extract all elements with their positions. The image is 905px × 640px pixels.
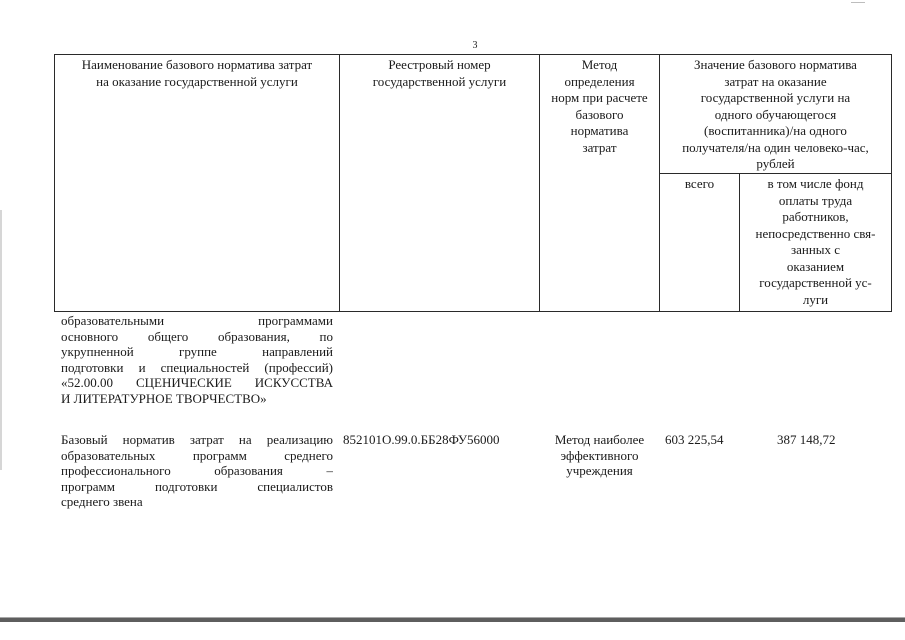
- header-value-line: Значение базового норматива: [694, 57, 857, 72]
- header-method: [541, 57, 658, 156]
- header-sub-divider: [659, 173, 892, 174]
- row-name-line: профессионального образования –: [61, 463, 333, 478]
- row-name-line: программ подготовки специалистов: [61, 478, 333, 494]
- header-value-line: (воспитанника)/на одного: [704, 123, 847, 138]
- header-base-cost-name-line: на оказание государственной услуги: [96, 73, 298, 89]
- scan-mark-top: [851, 2, 865, 3]
- header-labor-fund: [741, 176, 890, 308]
- row-name-line: среднего звена: [61, 494, 143, 509]
- row-name-line: образовательных программ среднего: [61, 447, 333, 463]
- header-total-label: всего: [684, 176, 715, 191]
- row-name-line: основного общего образования, по: [61, 328, 333, 344]
- row-method: [541, 432, 658, 479]
- header-labor-fund-line: работников,: [782, 209, 849, 224]
- row-name-line: И ЛИТЕРАТУРНОЕ ТВОРЧЕСТВО»: [61, 390, 267, 406]
- header-divider-4: [739, 173, 740, 312]
- header-divider-1: [339, 54, 340, 312]
- header-divider-3: [659, 54, 660, 312]
- header-method-line: базового: [575, 106, 624, 122]
- header-labor-fund-line: в том числе фонд: [767, 176, 864, 191]
- header-total: [661, 176, 738, 193]
- scan-edge: [0, 618, 905, 622]
- row-labor-fund-value: 387 148,72: [777, 432, 836, 447]
- row-total-value: 603 225,54: [665, 432, 724, 447]
- header-value-line: рублей: [756, 156, 795, 171]
- header-labor-fund-line: занных с: [790, 242, 841, 257]
- header-labor-fund-line: непосредственно свя-: [755, 225, 876, 241]
- header-registry-number: [341, 57, 538, 90]
- header-labor-fund-line: оказанием: [786, 258, 845, 274]
- scan-mark-left: [0, 210, 2, 470]
- header-method-line: норм при расчете: [551, 90, 648, 105]
- header-registry-number-line: Реестровый номер: [388, 57, 491, 72]
- header-divider-2: [539, 54, 540, 312]
- row-name-line: образовательными программами: [61, 313, 333, 328]
- row-name-line: Базовый норматив затрат на реализацию: [61, 432, 333, 447]
- header-border-right: [891, 54, 892, 312]
- header-method-line: норматива: [570, 123, 629, 138]
- header-value-line: государственной услуги на: [700, 90, 851, 105]
- row-method-line: эффективного: [560, 447, 639, 463]
- header-labor-fund-line: оплаты труда: [778, 192, 853, 208]
- row-name-line: укрупненной группе направлений: [61, 344, 333, 359]
- header-border-left: [54, 54, 55, 312]
- header-labor-fund-line: государственной ус-: [759, 275, 872, 290]
- header-value-line: затрат на оказание: [724, 73, 827, 89]
- header-labor-fund-line: луги: [802, 291, 829, 307]
- header-method-line: затрат: [582, 139, 617, 155]
- header-value-line: получателя/на один человеко-час,: [682, 139, 869, 155]
- row-base-cost-name: [61, 432, 333, 510]
- header-method-line: Метод: [581, 57, 618, 72]
- header-base-cost-name: [56, 57, 338, 90]
- header-base-cost-name-line: Наименование базового норматива затрат: [81, 57, 313, 72]
- row-name-line: подготовки и специальностей (профессий): [61, 359, 333, 375]
- row-method-line: учреждения: [566, 463, 633, 478]
- header-method-line: определения: [564, 73, 635, 89]
- header-registry-number-line: государственной услуги: [372, 73, 507, 89]
- header-bottom-border: [54, 311, 892, 312]
- header-value-line: одного обучающегося: [714, 106, 837, 122]
- header-top-border: [54, 54, 892, 55]
- row-registry-number: 852101О.99.0.ББ28ФУ56000: [343, 432, 500, 447]
- header-value: [661, 57, 890, 173]
- row-method-line: Метод наиболее: [554, 432, 645, 447]
- row-name-line: «52.00.00 СЦЕНИЧЕСКИЕ ИСКУССТВА: [61, 375, 333, 390]
- page-number: 3: [472, 40, 478, 51]
- table-row-continuation: [61, 313, 333, 406]
